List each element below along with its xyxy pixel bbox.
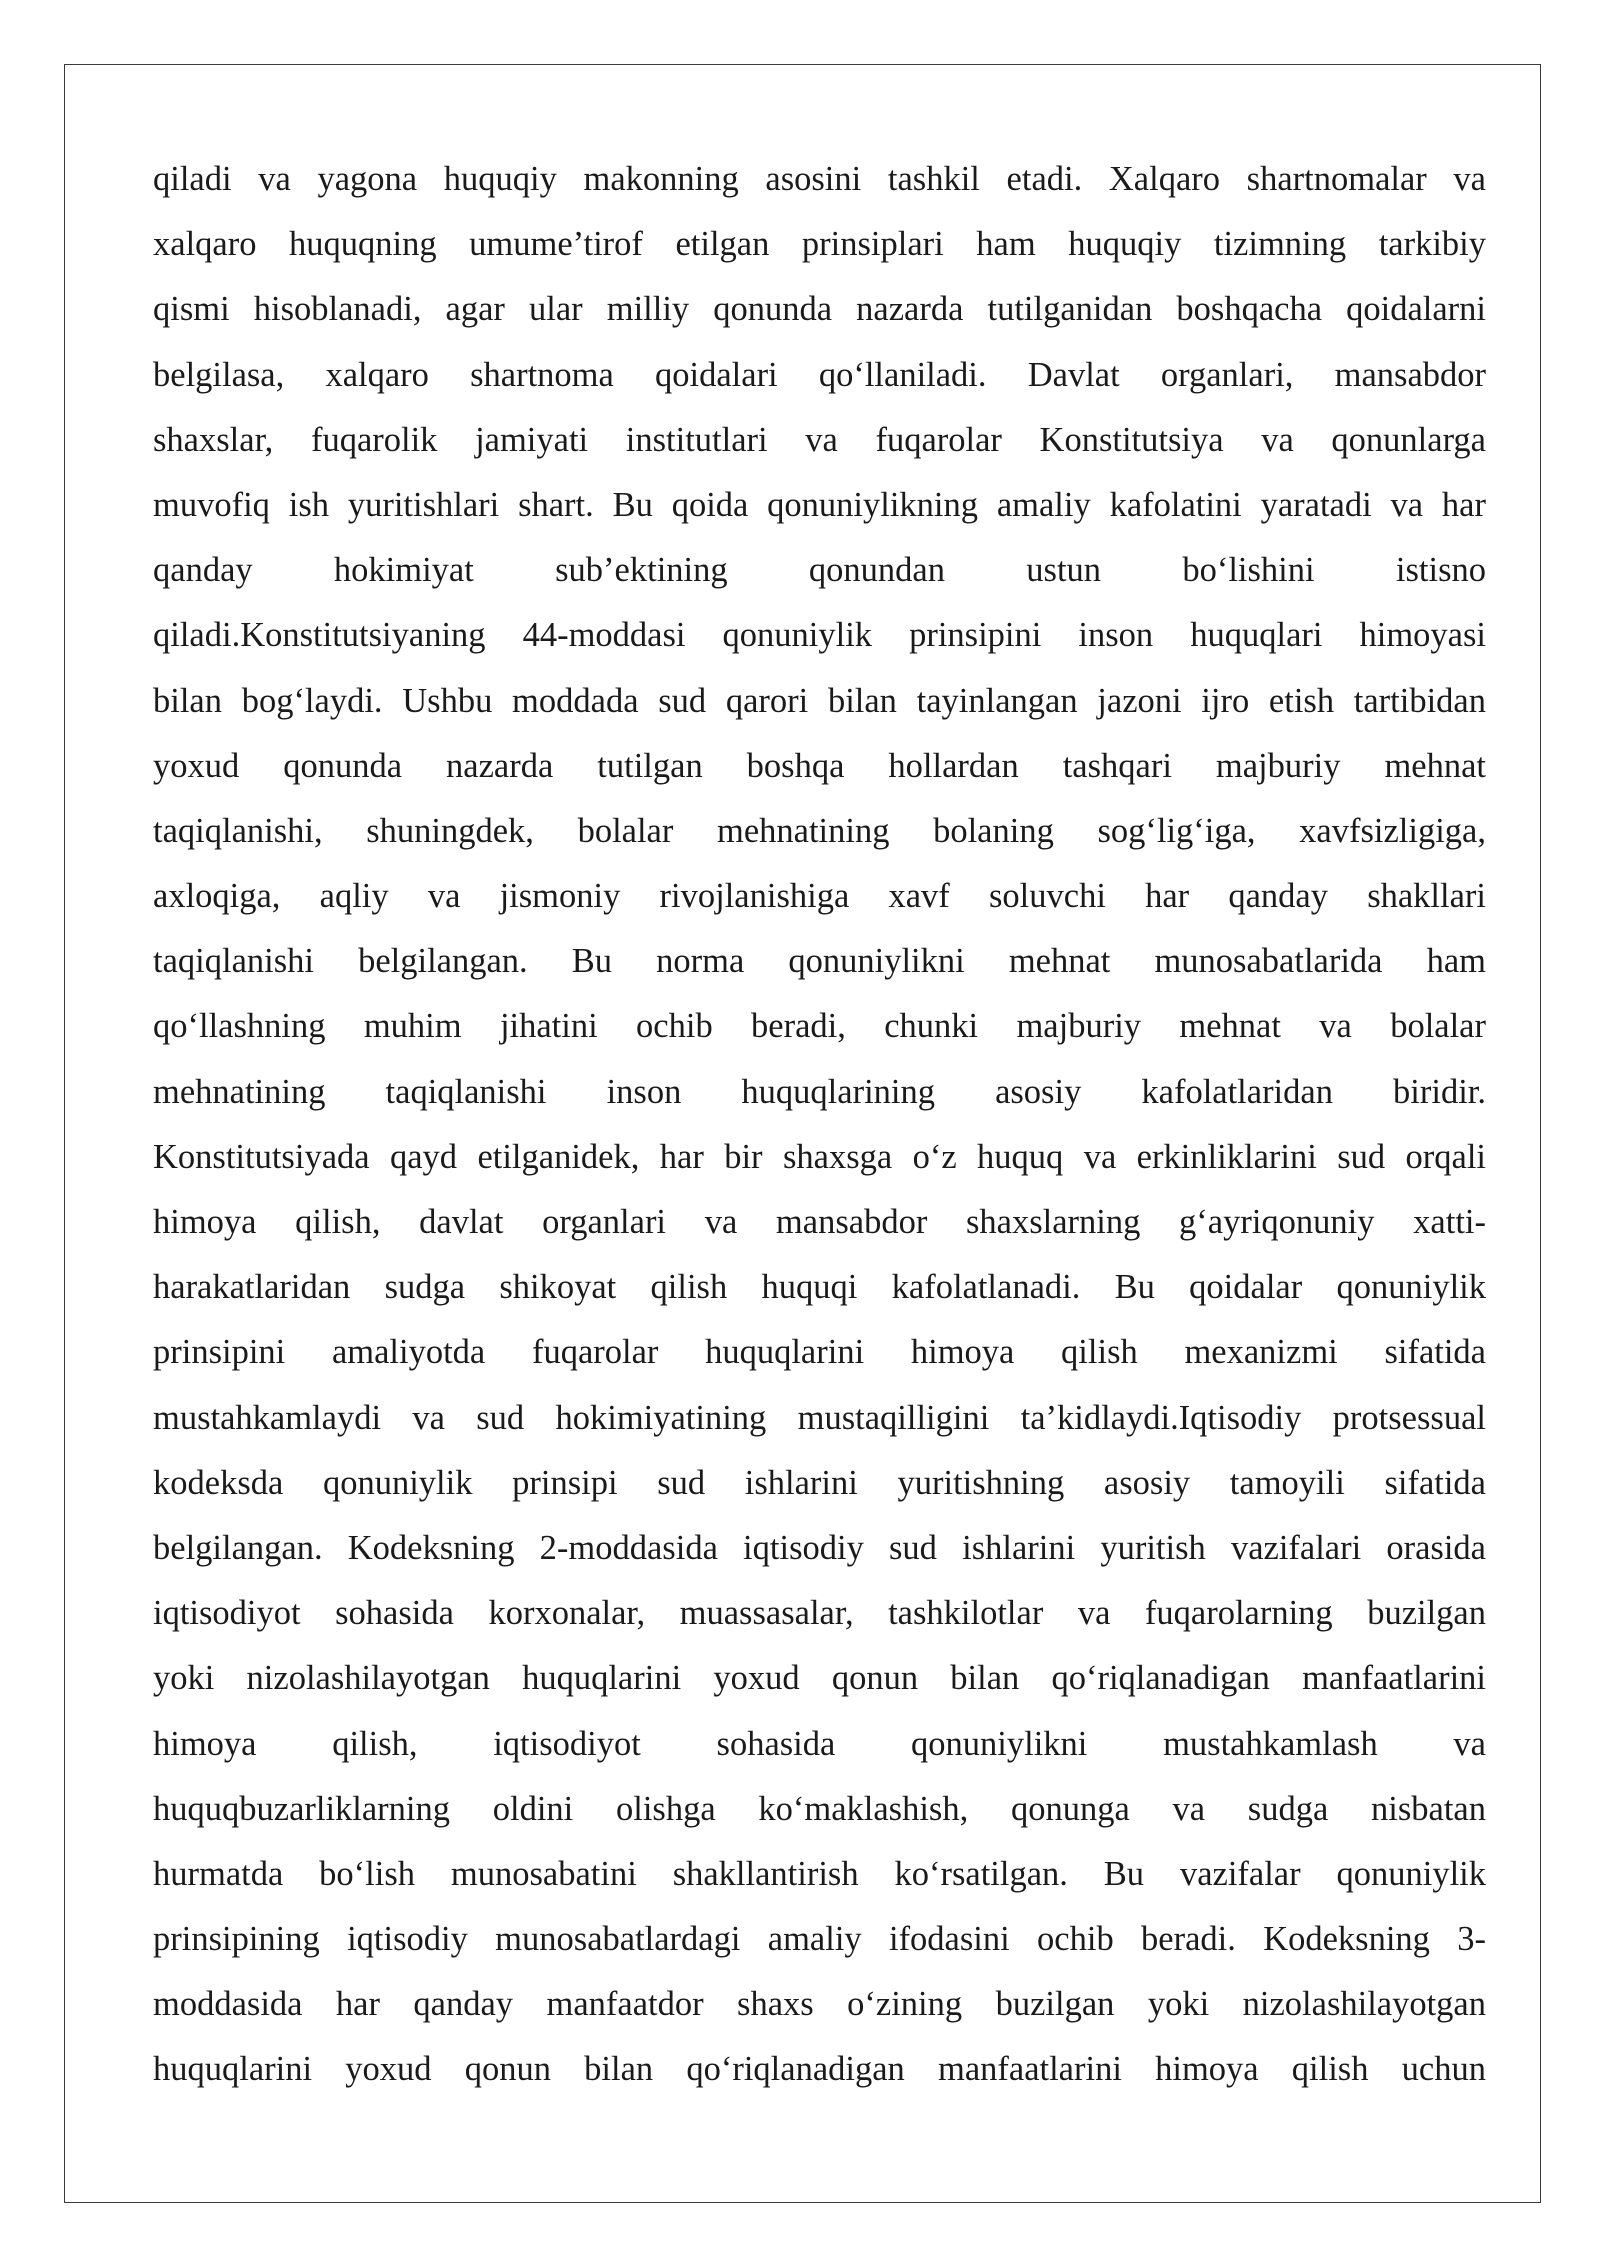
text-line: belgilasa, xalqaro shartnoma qoidalari qo‘llaniladi. Davlat organlari, mansabdor <box>153 355 1486 394</box>
text-line: qismi hisoblanadi, agar ular milliy qonunda nazarda tutilganidan boshqacha qoidalarni <box>153 290 1486 329</box>
document-body <box>153 147 1486 2103</box>
text-line: qiladi va yagona huquqiy makonning asosini tashkil etadi. Xalqaro shartnomalar va <box>153 160 1486 198</box>
text-line: qanday hokimiyat sub’ektining qonundan ustun bo‘lishini istisno <box>153 551 1486 590</box>
text-line: belgilangan. Kodeksning 2-moddasida iqtisodiy sud ishlarini yuritish vazifalari orasida <box>153 1528 1486 1567</box>
text-line: bilan bog‘laydi. Ushbu moddada sud qarori bilan tayinlangan jazoni ijro etish tartibidan <box>153 681 1486 720</box>
text-line: yoki nizolashilayotgan huquqlarini yoxud qonun bilan qo‘riqlanadigan manfaatlarini <box>153 1659 1486 1698</box>
text-line: prinsipini amaliyotda fuqarolar huquqlarini himoya qilish mexanizmi sifatida <box>153 1333 1486 1372</box>
text-line: huquqlarini yoxud qonun bilan qo‘riqlanadigan manfaatlarini himoya qilish uchun <box>153 2050 1486 2089</box>
text-line: taqiqlanishi belgilangan. Bu norma qonuniylikni mehnat munosabatlarida ham <box>153 942 1486 981</box>
text-line: hurmatda bo‘lish munosabatini shakllantirish ko‘rsatilgan. Bu vazifalar qonuniylik <box>153 1854 1486 1893</box>
text-line: mustahkamlaydi va sud hokimiyatining mustaqilligini ta’kidlaydi.Iqtisodiy protsessual <box>153 1398 1486 1437</box>
text-line: huquqbuzarliklarning oldini olishga ko‘maklashish, qonunga va sudga nisbatan <box>153 1789 1486 1828</box>
text-line: axloqiga, aqliy va jismoniy rivojlanishiga xavf soluvchi har qanday shakllari <box>153 877 1486 916</box>
text-line: himoya qilish, davlat organlari va mansabdor shaxslarning g‘ayriqonuniy xatti- <box>153 1203 1486 1241</box>
text-line: moddasida har qanday manfaatdor shaxs o‘zining buzilgan yoki nizolashilayotgan <box>153 1985 1486 2024</box>
text-line: qiladi.Konstitutsiyaning 44-moddasi qonuniylik prinsipini inson huquqlari himoyasi <box>153 616 1486 655</box>
text-line: shaxslar, fuqarolik jamiyati institutlari va fuqarolar Konstitutsiya va qonunlarga <box>153 420 1486 459</box>
text-line: qo‘llashning muhim jihatini ochib beradi, chunki majburiy mehnat va bolalar <box>153 1007 1486 1046</box>
text-line: taqiqlanishi, shuningdek, bolalar mehnatining bolaning sog‘lig‘iga, xavfsizligiga, <box>153 811 1486 850</box>
text-line: kodeksda qonuniylik prinsipi sud ishlarini yuritishning asosiy tamoyili sifatida <box>153 1463 1486 1502</box>
text-line: muvofiq ish yuritishlari shart. Bu qoida qonuniylikning amaliy kafolatini yaratadi va har <box>153 485 1486 524</box>
text-line: Konstitutsiyada qayd etilganidek, har bir shaxsga o‘z huquq va erkinliklarini sud orqali <box>153 1137 1486 1176</box>
text-line: prinsipining iqtisodiy munosabatlardagi amaliy ifodasini ochib beradi. Kodeksning 3- <box>153 1920 1486 1959</box>
text-line: mehnatining taqiqlanishi inson huquqlarining asosiy kafolatlaridan biridir. <box>153 1072 1486 1111</box>
text-line: yoxud qonunda nazarda tutilgan boshqa hollardan tashqari majburiy mehnat <box>153 746 1486 785</box>
text-line: harakatlaridan sudga shikoyat qilish huquqi kafolatlanadi. Bu qoidalar qonuniylik <box>153 1268 1486 1307</box>
text-line: iqtisodiyot sohasida korxonalar, muassasalar, tashkilotlar va fuqarolarning buzilgan <box>153 1594 1486 1633</box>
text-line: xalqaro huquqning umume’tirof etilgan prinsiplari ham huquqiy tizimning tarkibiy <box>153 225 1486 264</box>
text-line: himoya qilish, iqtisodiyot sohasida qonuniylikni mustahkamlash va <box>153 1724 1486 1763</box>
